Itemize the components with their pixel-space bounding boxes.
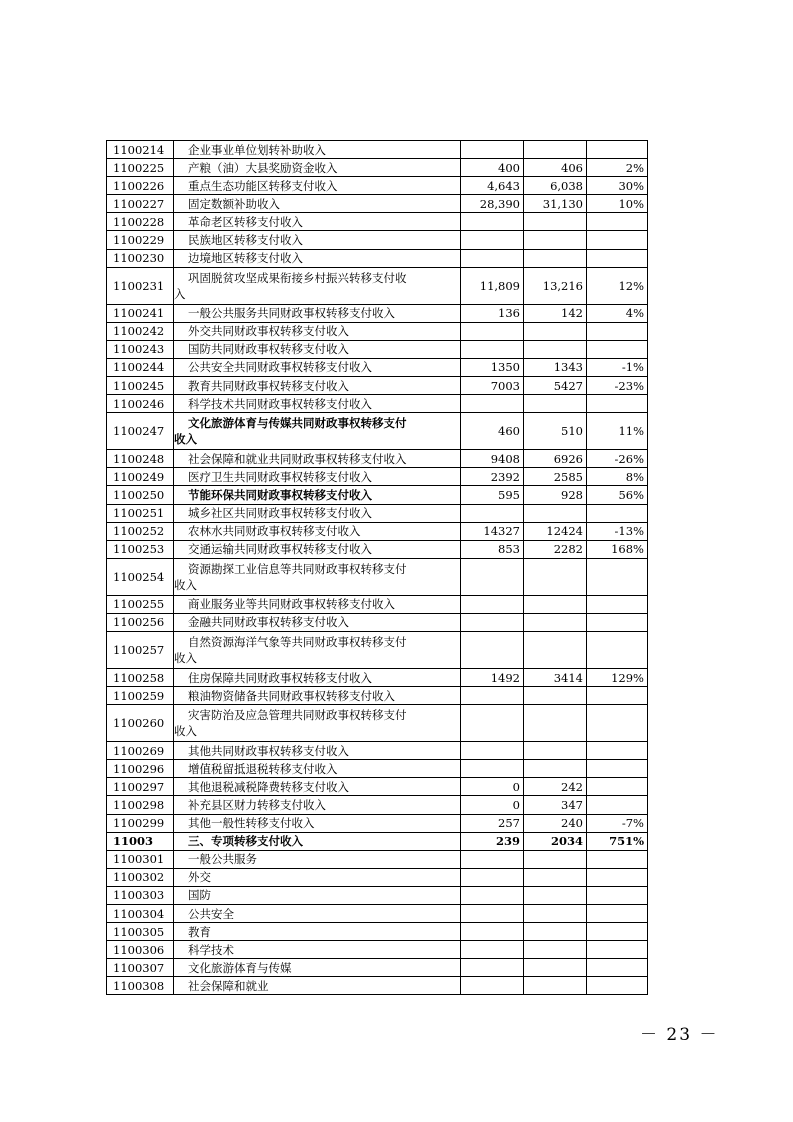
current-value-cell bbox=[524, 941, 587, 959]
prior-year-value-cell: 1492 bbox=[461, 668, 524, 686]
current-value-cell bbox=[524, 905, 587, 923]
item-name-line1: 巩固脱贫攻坚成果衔接乡村振兴转移支付收 bbox=[188, 270, 407, 285]
change-percent-cell bbox=[587, 613, 648, 631]
item-name-line2: 入 bbox=[174, 286, 186, 301]
table-row bbox=[107, 413, 648, 450]
change-percent-cell bbox=[587, 959, 648, 977]
current-value-cell bbox=[524, 687, 587, 705]
item-name-line1: 资源勘探工业信息等共同财政事权转移支付 bbox=[188, 561, 407, 576]
item-name-cell: 增值税留抵退税转移支付收入 bbox=[174, 760, 461, 778]
change-percent-cell bbox=[587, 760, 648, 778]
item-name-line2: 收入 bbox=[174, 724, 197, 739]
table-row bbox=[107, 468, 648, 486]
table-row bbox=[107, 358, 648, 376]
item-name-cell: 国防共同财政事权转移支付收入 bbox=[174, 340, 461, 358]
change-percent-cell bbox=[587, 340, 648, 358]
account-code-cell: 1100308 bbox=[107, 977, 174, 995]
item-name-cell: 科学技术共同财政事权转移支付收入 bbox=[174, 395, 461, 413]
change-percent-cell bbox=[587, 868, 648, 886]
current-value-cell: 13,216 bbox=[524, 267, 587, 304]
prior-year-value-cell: 595 bbox=[461, 486, 524, 504]
current-value-cell bbox=[524, 868, 587, 886]
item-name-cell: 产粮（油）大县奖励资金收入 bbox=[174, 159, 461, 177]
current-value-cell: 1343 bbox=[524, 358, 587, 376]
table-row bbox=[107, 687, 648, 705]
current-value-cell: 347 bbox=[524, 796, 587, 814]
table-row bbox=[107, 540, 648, 558]
current-value-cell: 2282 bbox=[524, 540, 587, 558]
account-code-cell: 1100251 bbox=[107, 504, 174, 522]
item-name-cell bbox=[174, 705, 461, 742]
item-name-cell bbox=[174, 631, 461, 668]
account-code-cell: 1100250 bbox=[107, 486, 174, 504]
item-name-cell: 住房保障共同财政事权转移支付收入 bbox=[174, 668, 461, 686]
current-value-cell bbox=[524, 850, 587, 868]
prior-year-value-cell: 9408 bbox=[461, 450, 524, 468]
prior-year-value-cell bbox=[461, 631, 524, 668]
prior-year-value-cell bbox=[461, 941, 524, 959]
current-value-cell bbox=[524, 558, 587, 595]
budget-table bbox=[106, 140, 648, 995]
table-row bbox=[107, 595, 648, 613]
change-percent-cell bbox=[587, 850, 648, 868]
current-value-cell: 12424 bbox=[524, 522, 587, 540]
table-row bbox=[107, 832, 648, 850]
current-value-cell bbox=[524, 886, 587, 904]
prior-year-value-cell bbox=[461, 395, 524, 413]
table-row bbox=[107, 450, 648, 468]
item-name-cell: 其他一般性转移支付收入 bbox=[174, 814, 461, 832]
account-code-cell: 1100243 bbox=[107, 340, 174, 358]
table-row bbox=[107, 850, 648, 868]
account-code-cell: 1100259 bbox=[107, 687, 174, 705]
item-name-cell: 教育 bbox=[174, 923, 461, 941]
table-row bbox=[107, 195, 648, 213]
change-percent-cell: 12% bbox=[587, 267, 648, 304]
item-name-cell: 粮油物资储备共同财政事权转移支付收入 bbox=[174, 687, 461, 705]
item-name-cell: 重点生态功能区转移支付收入 bbox=[174, 177, 461, 195]
account-code-cell: 1100214 bbox=[107, 141, 174, 159]
prior-year-value-cell: 136 bbox=[461, 304, 524, 322]
account-code-cell: 1100306 bbox=[107, 941, 174, 959]
item-name-line1: 自然资源海洋气象等共同财政事权转移支付 bbox=[188, 634, 407, 649]
change-percent-cell bbox=[587, 705, 648, 742]
prior-year-value-cell bbox=[461, 504, 524, 522]
table-row bbox=[107, 486, 648, 504]
item-name-cell: 其他退税减税降费转移支付收入 bbox=[174, 778, 461, 796]
current-value-cell bbox=[524, 395, 587, 413]
current-value-cell bbox=[524, 213, 587, 231]
table-row bbox=[107, 814, 648, 832]
table-row bbox=[107, 213, 648, 231]
prior-year-value-cell bbox=[461, 705, 524, 742]
prior-year-value-cell bbox=[461, 141, 524, 159]
prior-year-value-cell bbox=[461, 558, 524, 595]
prior-year-value-cell bbox=[461, 231, 524, 249]
prior-year-value-cell bbox=[461, 850, 524, 868]
current-value-cell bbox=[524, 977, 587, 995]
change-percent-cell bbox=[587, 905, 648, 923]
account-code-cell: 1100299 bbox=[107, 814, 174, 832]
prior-year-value-cell bbox=[461, 905, 524, 923]
prior-year-value-cell bbox=[461, 687, 524, 705]
account-code-cell: 1100269 bbox=[107, 742, 174, 760]
current-value-cell bbox=[524, 504, 587, 522]
account-code-cell: 1100231 bbox=[107, 267, 174, 304]
prior-year-value-cell: 0 bbox=[461, 778, 524, 796]
current-value-cell bbox=[524, 705, 587, 742]
prior-year-value-cell bbox=[461, 249, 524, 267]
account-code-cell: 1100257 bbox=[107, 631, 174, 668]
change-percent-cell bbox=[587, 395, 648, 413]
item-name-cell: 固定数额补助收入 bbox=[174, 195, 461, 213]
table-row bbox=[107, 778, 648, 796]
current-value-cell: 3414 bbox=[524, 668, 587, 686]
account-code-cell: 1100296 bbox=[107, 760, 174, 778]
item-name-cell: 农林水共同财政事权转移支付收入 bbox=[174, 522, 461, 540]
item-name-cell: 补充县区财力转移支付收入 bbox=[174, 796, 461, 814]
item-name-cell: 边境地区转移支付收入 bbox=[174, 249, 461, 267]
item-name-cell: 三、专项转移支付收入 bbox=[174, 832, 461, 850]
current-value-cell: 5427 bbox=[524, 377, 587, 395]
item-name-cell: 医疗卫生共同财政事权转移支付收入 bbox=[174, 468, 461, 486]
table-row bbox=[107, 395, 648, 413]
account-code-cell: 1100307 bbox=[107, 959, 174, 977]
item-name-cell: 一般公共服务 bbox=[174, 850, 461, 868]
item-name-cell: 民族地区转移支付收入 bbox=[174, 231, 461, 249]
account-code-cell: 1100247 bbox=[107, 413, 174, 450]
change-percent-cell bbox=[587, 941, 648, 959]
account-code-cell: 1100256 bbox=[107, 613, 174, 631]
table-row bbox=[107, 868, 648, 886]
item-name-cell: 公共安全 bbox=[174, 905, 461, 923]
prior-year-value-cell: 257 bbox=[461, 814, 524, 832]
prior-year-value-cell: 0 bbox=[461, 796, 524, 814]
account-code-cell: 1100246 bbox=[107, 395, 174, 413]
table-row bbox=[107, 322, 648, 340]
current-value-cell: 240 bbox=[524, 814, 587, 832]
prior-year-value-cell bbox=[461, 613, 524, 631]
current-value-cell: 928 bbox=[524, 486, 587, 504]
account-code-cell: 1100297 bbox=[107, 778, 174, 796]
account-code-cell: 1100260 bbox=[107, 705, 174, 742]
account-code-cell: 1100245 bbox=[107, 377, 174, 395]
change-percent-cell: 10% bbox=[587, 195, 648, 213]
table-row bbox=[107, 177, 648, 195]
change-percent-cell: 4% bbox=[587, 304, 648, 322]
change-percent-cell: -23% bbox=[587, 377, 648, 395]
item-name-cell: 城乡社区共同财政事权转移支付收入 bbox=[174, 504, 461, 522]
prior-year-value-cell bbox=[461, 213, 524, 231]
account-code-cell: 1100258 bbox=[107, 668, 174, 686]
change-percent-cell: -13% bbox=[587, 522, 648, 540]
item-name-cell: 文化旅游体育与传媒 bbox=[174, 959, 461, 977]
account-code-cell: 1100228 bbox=[107, 213, 174, 231]
change-percent-cell bbox=[587, 923, 648, 941]
change-percent-cell bbox=[587, 249, 648, 267]
table-row bbox=[107, 267, 648, 304]
page-number: － 23 － bbox=[640, 1025, 719, 1045]
prior-year-value-cell: 460 bbox=[461, 413, 524, 450]
table-row bbox=[107, 886, 648, 904]
prior-year-value-cell: 4,643 bbox=[461, 177, 524, 195]
account-code-cell: 1100249 bbox=[107, 468, 174, 486]
table-row bbox=[107, 959, 648, 977]
current-value-cell: 406 bbox=[524, 159, 587, 177]
current-value-cell bbox=[524, 760, 587, 778]
change-percent-cell: 11% bbox=[587, 413, 648, 450]
prior-year-value-cell bbox=[461, 742, 524, 760]
change-percent-cell bbox=[587, 231, 648, 249]
table-row bbox=[107, 668, 648, 686]
table-row bbox=[107, 796, 648, 814]
current-value-cell: 6926 bbox=[524, 450, 587, 468]
prior-year-value-cell bbox=[461, 760, 524, 778]
item-name-cell: 国防 bbox=[174, 886, 461, 904]
table-row bbox=[107, 905, 648, 923]
current-value-cell bbox=[524, 742, 587, 760]
item-name-cell: 节能环保共同财政事权转移支付收入 bbox=[174, 486, 461, 504]
account-code-cell: 1100253 bbox=[107, 540, 174, 558]
table-row bbox=[107, 159, 648, 177]
change-percent-cell bbox=[587, 977, 648, 995]
item-name-cell: 外交 bbox=[174, 868, 461, 886]
change-percent-cell bbox=[587, 631, 648, 668]
account-code-cell: 1100227 bbox=[107, 195, 174, 213]
change-percent-cell: 168% bbox=[587, 540, 648, 558]
prior-year-value-cell: 14327 bbox=[461, 522, 524, 540]
account-code-cell: 1100254 bbox=[107, 558, 174, 595]
account-code-cell: 11003 bbox=[107, 832, 174, 850]
item-name-line1: 文化旅游体育与传媒共同财政事权转移支付 bbox=[188, 416, 407, 431]
change-percent-cell bbox=[587, 796, 648, 814]
current-value-cell: 31,130 bbox=[524, 195, 587, 213]
item-name-cell bbox=[174, 413, 461, 450]
change-percent-cell: 8% bbox=[587, 468, 648, 486]
table-row bbox=[107, 522, 648, 540]
table-row bbox=[107, 231, 648, 249]
account-code-cell: 1100248 bbox=[107, 450, 174, 468]
account-code-cell: 1100302 bbox=[107, 868, 174, 886]
account-code-cell: 1100298 bbox=[107, 796, 174, 814]
current-value-cell bbox=[524, 595, 587, 613]
account-code-cell: 1100305 bbox=[107, 923, 174, 941]
change-percent-cell bbox=[587, 595, 648, 613]
prior-year-value-cell: 239 bbox=[461, 832, 524, 850]
prior-year-value-cell bbox=[461, 923, 524, 941]
item-name-cell: 金融共同财政事权转移支付收入 bbox=[174, 613, 461, 631]
table-row bbox=[107, 141, 648, 159]
item-name-line2: 收入 bbox=[174, 577, 197, 592]
item-name-cell: 革命老区转移支付收入 bbox=[174, 213, 461, 231]
change-percent-cell: -1% bbox=[587, 358, 648, 376]
item-name-cell: 其他共同财政事权转移支付收入 bbox=[174, 742, 461, 760]
current-value-cell bbox=[524, 959, 587, 977]
current-value-cell bbox=[524, 231, 587, 249]
current-value-cell bbox=[524, 613, 587, 631]
change-percent-cell: 751% bbox=[587, 832, 648, 850]
item-name-cell: 公共安全共同财政事权转移支付收入 bbox=[174, 358, 461, 376]
table-row bbox=[107, 631, 648, 668]
prior-year-value-cell bbox=[461, 322, 524, 340]
prior-year-value-cell: 2392 bbox=[461, 468, 524, 486]
change-percent-cell bbox=[587, 558, 648, 595]
account-code-cell: 1100255 bbox=[107, 595, 174, 613]
change-percent-cell bbox=[587, 886, 648, 904]
table-row bbox=[107, 760, 648, 778]
current-value-cell: 2034 bbox=[524, 832, 587, 850]
prior-year-value-cell bbox=[461, 959, 524, 977]
current-value-cell bbox=[524, 631, 587, 668]
prior-year-value-cell: 1350 bbox=[461, 358, 524, 376]
current-value-cell bbox=[524, 141, 587, 159]
prior-year-value-cell: 11,809 bbox=[461, 267, 524, 304]
current-value-cell bbox=[524, 923, 587, 941]
current-value-cell bbox=[524, 249, 587, 267]
table-row bbox=[107, 613, 648, 631]
change-percent-cell bbox=[587, 504, 648, 522]
account-code-cell: 1100303 bbox=[107, 886, 174, 904]
change-percent-cell bbox=[587, 778, 648, 796]
change-percent-cell: -26% bbox=[587, 450, 648, 468]
prior-year-value-cell bbox=[461, 595, 524, 613]
account-code-cell: 1100244 bbox=[107, 358, 174, 376]
account-code-cell: 1100241 bbox=[107, 304, 174, 322]
change-percent-cell bbox=[587, 141, 648, 159]
current-value-cell: 242 bbox=[524, 778, 587, 796]
item-name-cell: 外交共同财政事权转移支付收入 bbox=[174, 322, 461, 340]
item-name-cell: 一般公共服务共同财政事权转移支付收入 bbox=[174, 304, 461, 322]
item-name-cell: 教育共同财政事权转移支付收入 bbox=[174, 377, 461, 395]
prior-year-value-cell: 400 bbox=[461, 159, 524, 177]
table-row bbox=[107, 923, 648, 941]
prior-year-value-cell bbox=[461, 886, 524, 904]
account-code-cell: 1100301 bbox=[107, 850, 174, 868]
budget-table-body bbox=[107, 141, 648, 995]
account-code-cell: 1100242 bbox=[107, 322, 174, 340]
account-code-cell: 1100226 bbox=[107, 177, 174, 195]
current-value-cell: 6,038 bbox=[524, 177, 587, 195]
current-value-cell: 510 bbox=[524, 413, 587, 450]
prior-year-value-cell: 28,390 bbox=[461, 195, 524, 213]
account-code-cell: 1100225 bbox=[107, 159, 174, 177]
current-value-cell: 142 bbox=[524, 304, 587, 322]
table-row bbox=[107, 558, 648, 595]
prior-year-value-cell bbox=[461, 868, 524, 886]
item-name-cell: 科学技术 bbox=[174, 941, 461, 959]
table-row bbox=[107, 377, 648, 395]
current-value-cell bbox=[524, 340, 587, 358]
prior-year-value-cell: 853 bbox=[461, 540, 524, 558]
item-name-cell: 商业服务业等共同财政事权转移支付收入 bbox=[174, 595, 461, 613]
table-row bbox=[107, 977, 648, 995]
table-row bbox=[107, 705, 648, 742]
table-row bbox=[107, 340, 648, 358]
table-row bbox=[107, 504, 648, 522]
prior-year-value-cell bbox=[461, 977, 524, 995]
change-percent-cell bbox=[587, 742, 648, 760]
item-name-line2: 收入 bbox=[174, 650, 197, 665]
item-name-line2: 收入 bbox=[174, 432, 197, 447]
item-name-cell: 社会保障和就业 bbox=[174, 977, 461, 995]
change-percent-cell bbox=[587, 213, 648, 231]
current-value-cell: 2585 bbox=[524, 468, 587, 486]
account-code-cell: 1100230 bbox=[107, 249, 174, 267]
change-percent-cell: 30% bbox=[587, 177, 648, 195]
account-code-cell: 1100252 bbox=[107, 522, 174, 540]
account-code-cell: 1100229 bbox=[107, 231, 174, 249]
table-row bbox=[107, 304, 648, 322]
change-percent-cell bbox=[587, 687, 648, 705]
table-row bbox=[107, 941, 648, 959]
item-name-cell: 企业事业单位划转补助收入 bbox=[174, 141, 461, 159]
change-percent-cell bbox=[587, 322, 648, 340]
item-name-cell: 社会保障和就业共同财政事权转移支付收入 bbox=[174, 450, 461, 468]
prior-year-value-cell: 7003 bbox=[461, 377, 524, 395]
change-percent-cell: -7% bbox=[587, 814, 648, 832]
item-name-line1: 灾害防治及应急管理共同财政事权转移支付 bbox=[188, 708, 407, 723]
table-row bbox=[107, 742, 648, 760]
change-percent-cell: 2% bbox=[587, 159, 648, 177]
change-percent-cell: 56% bbox=[587, 486, 648, 504]
current-value-cell bbox=[524, 322, 587, 340]
change-percent-cell: 129% bbox=[587, 668, 648, 686]
prior-year-value-cell bbox=[461, 340, 524, 358]
item-name-cell bbox=[174, 267, 461, 304]
account-code-cell: 1100304 bbox=[107, 905, 174, 923]
table-row bbox=[107, 249, 648, 267]
item-name-cell: 交通运输共同财政事权转移支付收入 bbox=[174, 540, 461, 558]
item-name-cell bbox=[174, 558, 461, 595]
